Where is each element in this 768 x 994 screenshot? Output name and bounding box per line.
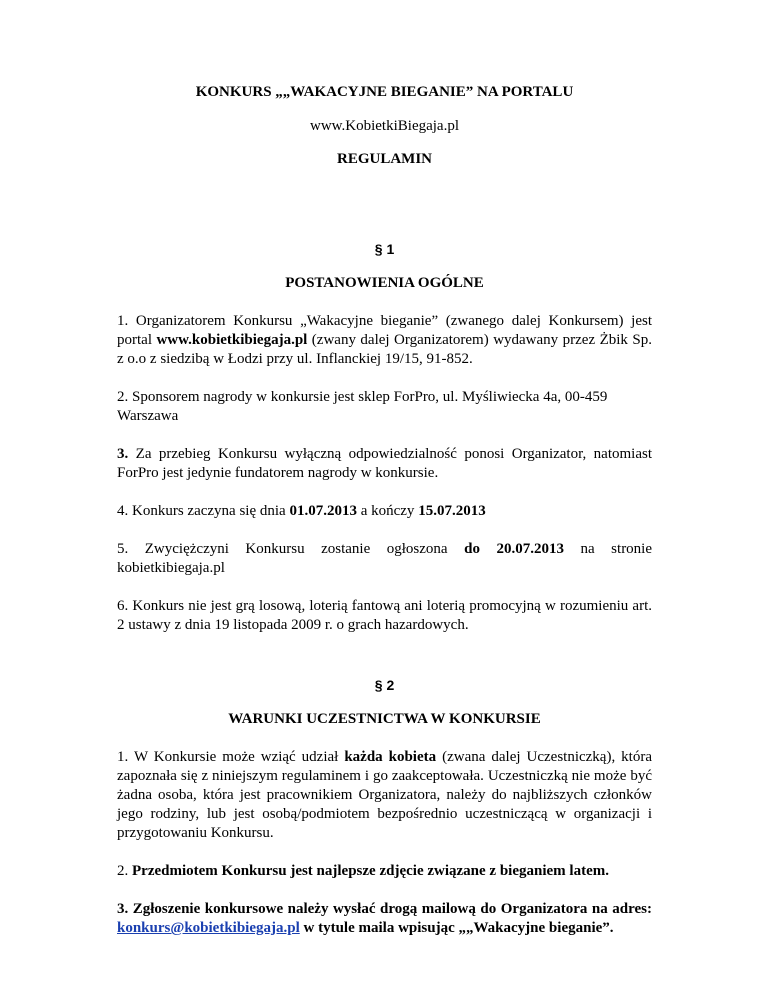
section-2-paragraph-3 [117,900,652,938]
regulations-document [117,83,652,957]
paragraph-text: 1. Organizatorem Konkursu „Wakacyjne bieganie” (zwanego dalej Konkursem) jest portal [117,313,652,348]
end-date: 15.07.2013 [418,503,486,519]
paragraph-text: 5. Zwyciężczyni Konkursu zostanie ogłoszona [117,541,465,557]
paragraph-text: Za przebieg Konkursu wyłączną odpowiedzialność ponosi Organizator, natomiast ForPro jest jedynie fundatorem nagrody w konkursie. [117,446,652,481]
paragraph-text: kobietkibiegaja.pl [117,560,225,576]
paragraph-number: 2. [117,863,132,879]
section-1-paragraph-1 [117,312,652,369]
section-2-heading: WARUNKI UCZESTNICTWA W KONKURSIE [228,711,541,727]
portal-url: www.KobietkiBiegaja.pl [310,118,459,134]
contest-email-link[interactable]: konkurs@kobietkibiegaja.pl [117,920,300,936]
section-1-paragraph-4 [117,502,652,521]
paragraph-text: w tytule maila wpisując „„Wakacyjne bieganie”. [299,920,614,936]
paragraph-text: (zwana dalej Uczestniczką), która zapoznała się z niniejszym regulaminem i go zaakceptowała. Uczestniczką nie może być żadna osoba, która jest pracownikiem Organizatora, należy do najbliższych członków jego rodziny, lub jest osobą/podmiotem bezpośrednio uczestniczącą w organizacji i przygotowaniu Konkursu. [117,749,653,841]
paragraph-text: (zwany dalej Organizatorem) wydawany przez Żbik Sp. z o.o z siedzibą w Łodzi przy ul. Inflanckiej 19/15, 91-852. [117,332,652,367]
section-1-paragraph-3 [117,445,652,483]
paragraph-text: a kończy [356,503,419,519]
section-1-paragraph-2: 2. Sponsorem nagrody w konkursie jest sklep ForPro, ul. Myśliwiecka 4a, 00-459 Warszawa [117,389,608,424]
paragraph-text: 4. Konkurs zaczyna się dnia [117,503,290,519]
announcement-date: do 20.07.2013 [464,541,564,557]
start-date: 01.07.2013 [289,503,357,519]
document-subtitle: REGULAMIN [336,151,432,167]
section-1-paragraph-6: 6. Konkurs nie jest grą losową, loterią fantową ani loterią promocyjną w rozumieniu art. 2 ustawy z dnia 19 listopada 2009 r. o grach hazardowych. [117,598,652,633]
justified-line [117,540,652,559]
paragraph-text: 1. W Konkursie może wziąć udział [117,749,345,765]
paragraph-text: na stronie [563,541,653,557]
section-1-heading: POSTANOWIENIA OGÓLNE [285,275,484,291]
section-1-sign: § 1 [374,241,395,257]
section-2-paragraph-2 [117,862,652,881]
portal-name: www.kobietkibiegaja.pl [156,332,308,348]
section-1-paragraph-5 [117,540,652,578]
eligibility-highlight: każda kobieta [344,749,437,765]
section-2-sign: § 2 [374,677,395,693]
paragraph-text: 3. Zgłoszenie konkursowe należy wysłać drogą mailową do Organizatora na adres: [117,901,652,917]
document-title: KONKURS „„WAKACYJNE BIEGANIE” NA PORTALU [195,84,574,100]
section-2-paragraph-1 [117,748,652,843]
contest-subject: Przedmiotem Konkursu jest najlepsze zdjęcie związane z bieganiem latem. [132,863,609,879]
paragraph-number: 3. [117,446,129,462]
